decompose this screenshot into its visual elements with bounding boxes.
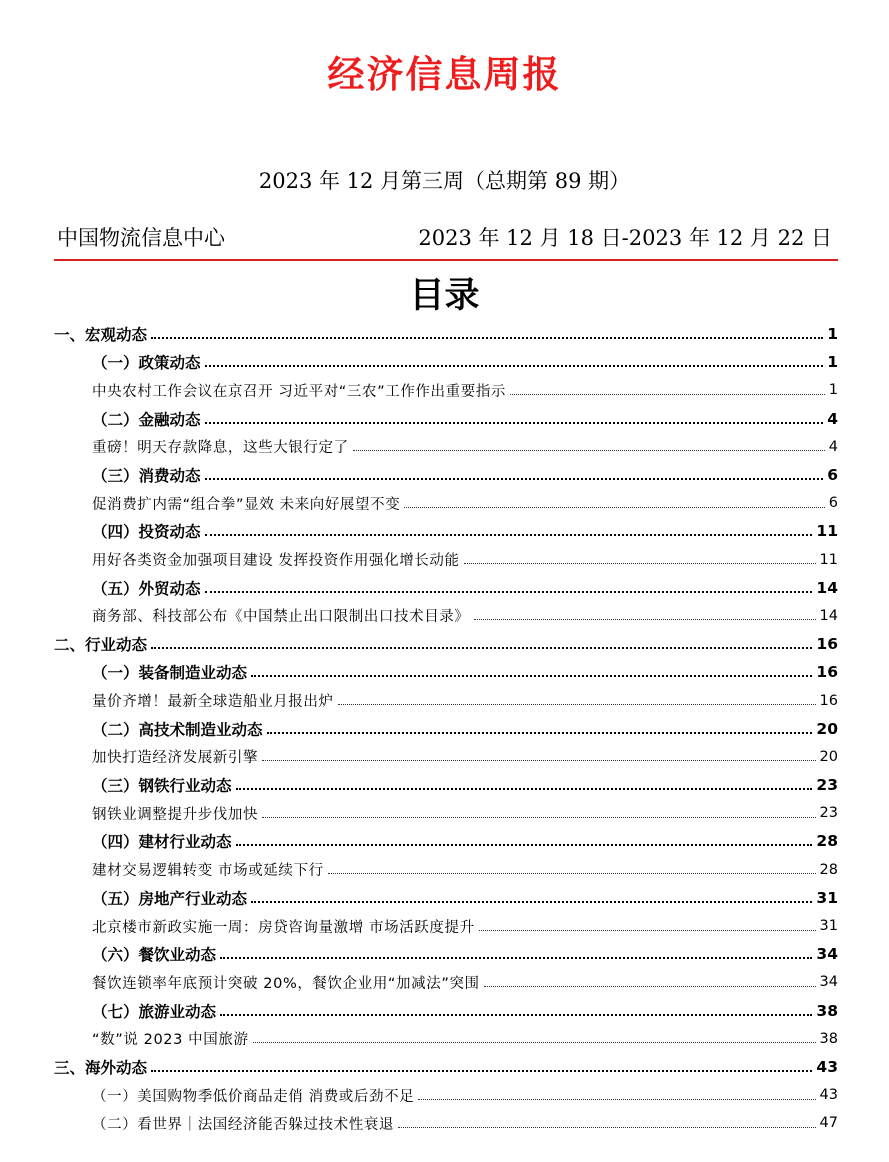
toc-leader-dots <box>253 1028 816 1043</box>
toc-entry-page: 20 <box>816 719 838 738</box>
toc-entry[interactable] <box>54 968 838 996</box>
toc-entry[interactable] <box>54 940 838 968</box>
toc-entry-label: 北京楼市新政实施一周：房贷咨询量激增 市场活跃度提升 <box>92 919 475 936</box>
toc-leader-dots <box>251 887 812 903</box>
toc-leader-dots <box>262 803 815 818</box>
issue-line: 2023 年 12 月第三周（总期第 89 期） <box>258 169 631 193</box>
toc-entry-page: 11 <box>816 522 838 541</box>
header-divider <box>54 259 838 261</box>
toc-leader-dots <box>479 916 816 931</box>
toc-leader-dots <box>205 464 824 480</box>
toc-entry-label: “数”说 2023 中国旅游 <box>92 1032 249 1049</box>
toc-entry-label: （一）政策动态 <box>92 354 201 373</box>
toc-entry[interactable] <box>54 517 838 545</box>
report-title: 经济信息周报 <box>327 53 562 96</box>
toc-entry[interactable] <box>54 1081 838 1109</box>
toc-entry-label: （五）房地产行业动态 <box>92 889 248 908</box>
toc-entry-label: 加快打造经济发展新引擎 <box>92 750 259 767</box>
toc-entry[interactable] <box>54 856 838 884</box>
toc-entry-label: 三、海外动态 <box>54 1058 148 1077</box>
toc-entry-label: 钢铁业调整提升步伐加快 <box>92 806 259 823</box>
toc-leader-dots <box>151 633 812 649</box>
toc-entry-page: 6 <box>828 495 838 512</box>
toc-leader-dots <box>251 661 812 677</box>
toc-entry-page: 6 <box>827 466 838 485</box>
table-of-contents <box>54 320 838 1137</box>
toc-entry-page: 43 <box>816 1057 838 1076</box>
toc-entry-page: 14 <box>816 578 838 597</box>
toc-entry-label: （六）餐饮业动态 <box>92 946 217 965</box>
toc-entry[interactable] <box>54 1025 838 1053</box>
toc-leader-dots <box>404 493 824 508</box>
toc-leader-dots <box>353 436 825 451</box>
toc-leader-dots <box>328 859 816 874</box>
toc-entry-page: 1 <box>828 382 838 399</box>
toc-entry[interactable] <box>54 376 838 404</box>
toc-leader-dots <box>510 380 825 395</box>
toc-entry[interactable] <box>54 743 838 771</box>
toc-entry[interactable] <box>54 997 838 1025</box>
toc-entry-page: 16 <box>816 663 838 682</box>
toc-entry-page: 4 <box>828 438 838 455</box>
toc-title: 目录 <box>409 276 480 316</box>
toc-entry[interactable] <box>54 320 838 348</box>
toc-entry-label: 商务部、科技部公布《中国禁止出口限制出口技术目录》 <box>92 609 470 626</box>
toc-leader-dots <box>418 1085 815 1100</box>
toc-entry[interactable] <box>54 1053 838 1081</box>
toc-leader-dots <box>220 1000 812 1016</box>
toc-leader-dots <box>262 746 815 761</box>
toc-entry-label: 建材交易逻辑转变 市场或延续下行 <box>92 863 324 880</box>
toc-entry-page: 34 <box>816 945 838 964</box>
toc-entry-label: （七）旅游业动态 <box>92 1002 217 1021</box>
toc-entry-label: 用好各类资金加强项目建设 发挥投资作用强化增长动能 <box>92 553 460 570</box>
toc-entry-page: 28 <box>816 832 838 851</box>
toc-entry-page: 31 <box>819 918 838 935</box>
toc-entry-label: 重磅！明天存款降息，这些大银行定了 <box>92 440 349 457</box>
toc-entry[interactable] <box>54 574 838 602</box>
toc-leader-dots <box>398 1113 816 1128</box>
toc-entry-label: （三）钢铁行业动态 <box>92 777 232 796</box>
toc-entry-page: 1 <box>827 325 838 344</box>
date-range: 2023 年 12 月 18 日-2023 年 12 月 22 日 <box>418 226 832 250</box>
toc-entry[interactable] <box>54 799 838 827</box>
toc-entry-label: 餐饮连锁率年底预计突破 20%，餐饮企业用“加减法”突围 <box>92 975 480 992</box>
toc-entry-page: 23 <box>816 776 838 795</box>
toc-entry-label: 促消费扩内需“组合拳”显效 未来向好展望不变 <box>92 496 401 513</box>
toc-entry-page: 11 <box>819 551 838 568</box>
toc-entry-page: 20 <box>819 748 838 765</box>
toc-entry-label: （二）金融动态 <box>92 410 201 429</box>
toc-entry[interactable] <box>54 602 838 630</box>
toc-leader-dots <box>236 774 813 790</box>
toc-entry-label: 一、宏观动态 <box>54 326 148 345</box>
toc-entry-page: 14 <box>819 607 838 624</box>
toc-entry[interactable] <box>54 686 838 714</box>
toc-entry[interactable] <box>54 630 838 658</box>
toc-entry-label: （四）投资动态 <box>92 523 201 542</box>
toc-entry-label: （一）装备制造业动态 <box>92 664 248 683</box>
toc-entry-label: （一）美国购物季低价商品走俏 消费或后劲不足 <box>92 1088 415 1105</box>
toc-entry-page: 34 <box>819 974 838 991</box>
toc-entry-page: 38 <box>819 1030 838 1047</box>
toc-entry[interactable] <box>54 433 838 461</box>
toc-leader-dots <box>220 943 812 959</box>
toc-entry[interactable] <box>54 546 838 574</box>
toc-entry-page: 38 <box>816 1001 838 1020</box>
toc-leader-dots <box>484 972 816 987</box>
toc-leader-dots <box>236 830 813 846</box>
organization-name: 中国物流信息中心 <box>57 226 225 250</box>
toc-entry-page: 1 <box>827 353 838 372</box>
toc-entry-label: （三）消费动态 <box>92 467 201 486</box>
toc-entry[interactable] <box>54 827 838 855</box>
toc-entry[interactable] <box>54 658 838 686</box>
toc-entry[interactable] <box>54 1109 838 1137</box>
toc-entry-page: 31 <box>816 888 838 907</box>
toc-entry[interactable] <box>54 884 838 912</box>
toc-entry[interactable] <box>54 715 838 743</box>
toc-entry-label: （四）建材行业动态 <box>92 833 232 852</box>
toc-leader-dots <box>267 718 813 734</box>
toc-entry-page: 28 <box>819 861 838 878</box>
toc-entry-label: （二）看世界｜法国经济能否躲过技术性衰退 <box>92 1116 394 1133</box>
toc-entry-page: 43 <box>819 1087 838 1104</box>
toc-entry-label: 量价齐增！最新全球造船业月报出炉 <box>92 694 334 711</box>
toc-entry[interactable] <box>54 771 838 799</box>
toc-entry[interactable] <box>54 405 838 433</box>
toc-leader-dots <box>151 1056 812 1072</box>
toc-entry[interactable] <box>54 912 838 940</box>
toc-entry-label: 二、行业动态 <box>54 636 148 655</box>
toc-entry-label: （二）高技术制造业动态 <box>92 720 263 739</box>
toc-entry-label: （五）外贸动态 <box>92 579 201 598</box>
toc-leader-dots <box>464 549 816 564</box>
toc-entry-page: 23 <box>819 805 838 822</box>
toc-entry[interactable] <box>54 461 838 489</box>
toc-leader-dots <box>474 605 816 620</box>
toc-leader-dots <box>338 690 816 705</box>
toc-entry-label: 中央农村工作会议在京召开 习近平对“三农”工作作出重要指示 <box>92 383 507 400</box>
toc-leader-dots <box>205 408 824 424</box>
toc-entry-page: 16 <box>819 692 838 709</box>
toc-entry-page: 4 <box>827 409 838 428</box>
toc-leader-dots <box>205 577 813 593</box>
toc-leader-dots <box>151 323 823 339</box>
toc-leader-dots <box>205 351 824 367</box>
toc-leader-dots <box>205 520 813 536</box>
toc-entry-page: 16 <box>816 635 838 654</box>
toc-entry-page: 47 <box>819 1115 838 1132</box>
toc-entry[interactable] <box>54 348 838 376</box>
toc-entry[interactable] <box>54 489 838 517</box>
